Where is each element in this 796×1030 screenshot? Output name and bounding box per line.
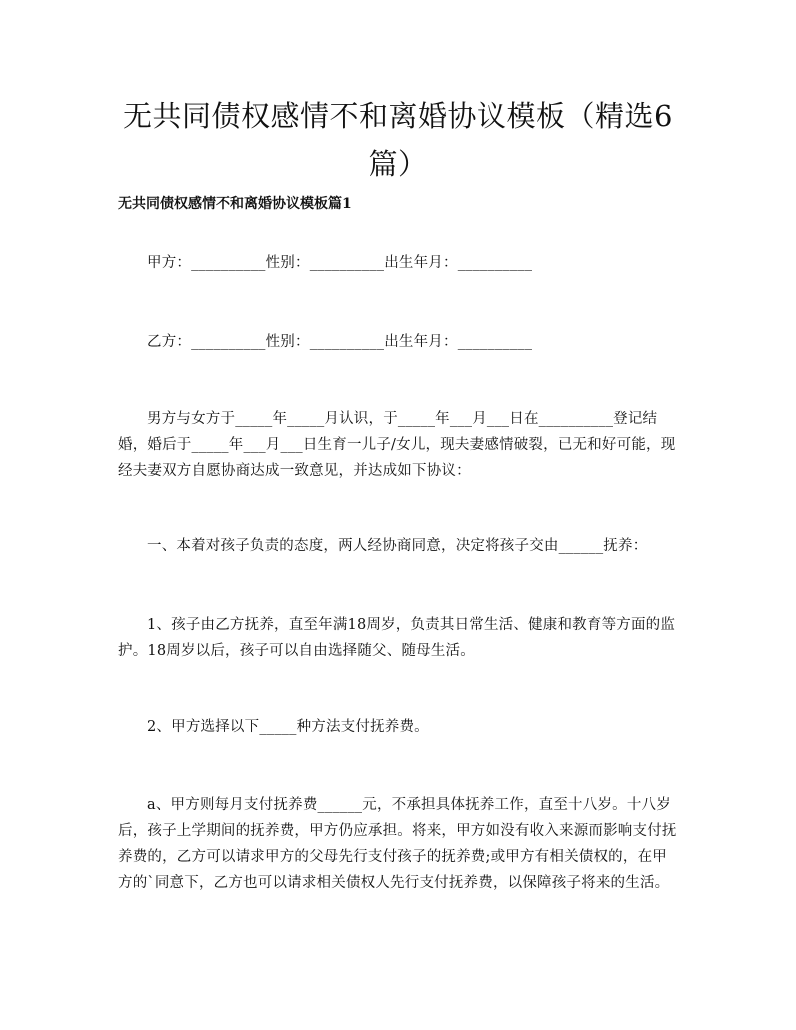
party-b-line: 乙方：__________性别：__________出生年月：__________	[147, 334, 533, 350]
custody-clause-1: 1、孩子由乙方抚养，直至年满18周岁，负责其日常生活、健康和教育等方面的监护。18周岁以后，孩子可以自由选择随父、随母生活。	[118, 617, 676, 659]
support-payment-clause-a: a、甲方则每月支付抚养费______元，不承担具体抚养工作，直至十八岁。十八岁后，孩子上学期间的抚养费，甲方仍应承担。将来，甲方如没有收入来源而影响支付抚养费的，乙方可以请求甲方的父母先行支付孩子的抚养费;或甲方有相关债权的，在甲方的`同意下，乙方也可以请求相关债权人先行支付抚养费，以保障孩子将来的生活。	[118, 797, 677, 891]
custody-clause-heading: 一、本着对孩子负责的态度，两人经协商同意，决定将孩子交由______抚养：	[147, 538, 648, 554]
custody-clause-2: 2、甲方选择以下_____种方法支付抚养费。	[147, 719, 429, 735]
document-title: 无共同债权感情不和离婚协议模板（精选6篇）	[123, 99, 673, 181]
section-heading: 无共同债权感情不和离婚协议模板篇1	[118, 196, 352, 212]
marriage-background-paragraph: 男方与女方于_____年_____月认识，于_____年___月___日在__________登记结婚，婚后于_____年___月___日生育一儿子/女儿，现夫妻感情破裂，已无和好可能，现经夫妻双方自愿协商达成一致意见，并达成如下协议：	[118, 411, 676, 479]
party-a-line: 甲方：__________性别：__________出生年月：__________	[147, 255, 533, 271]
